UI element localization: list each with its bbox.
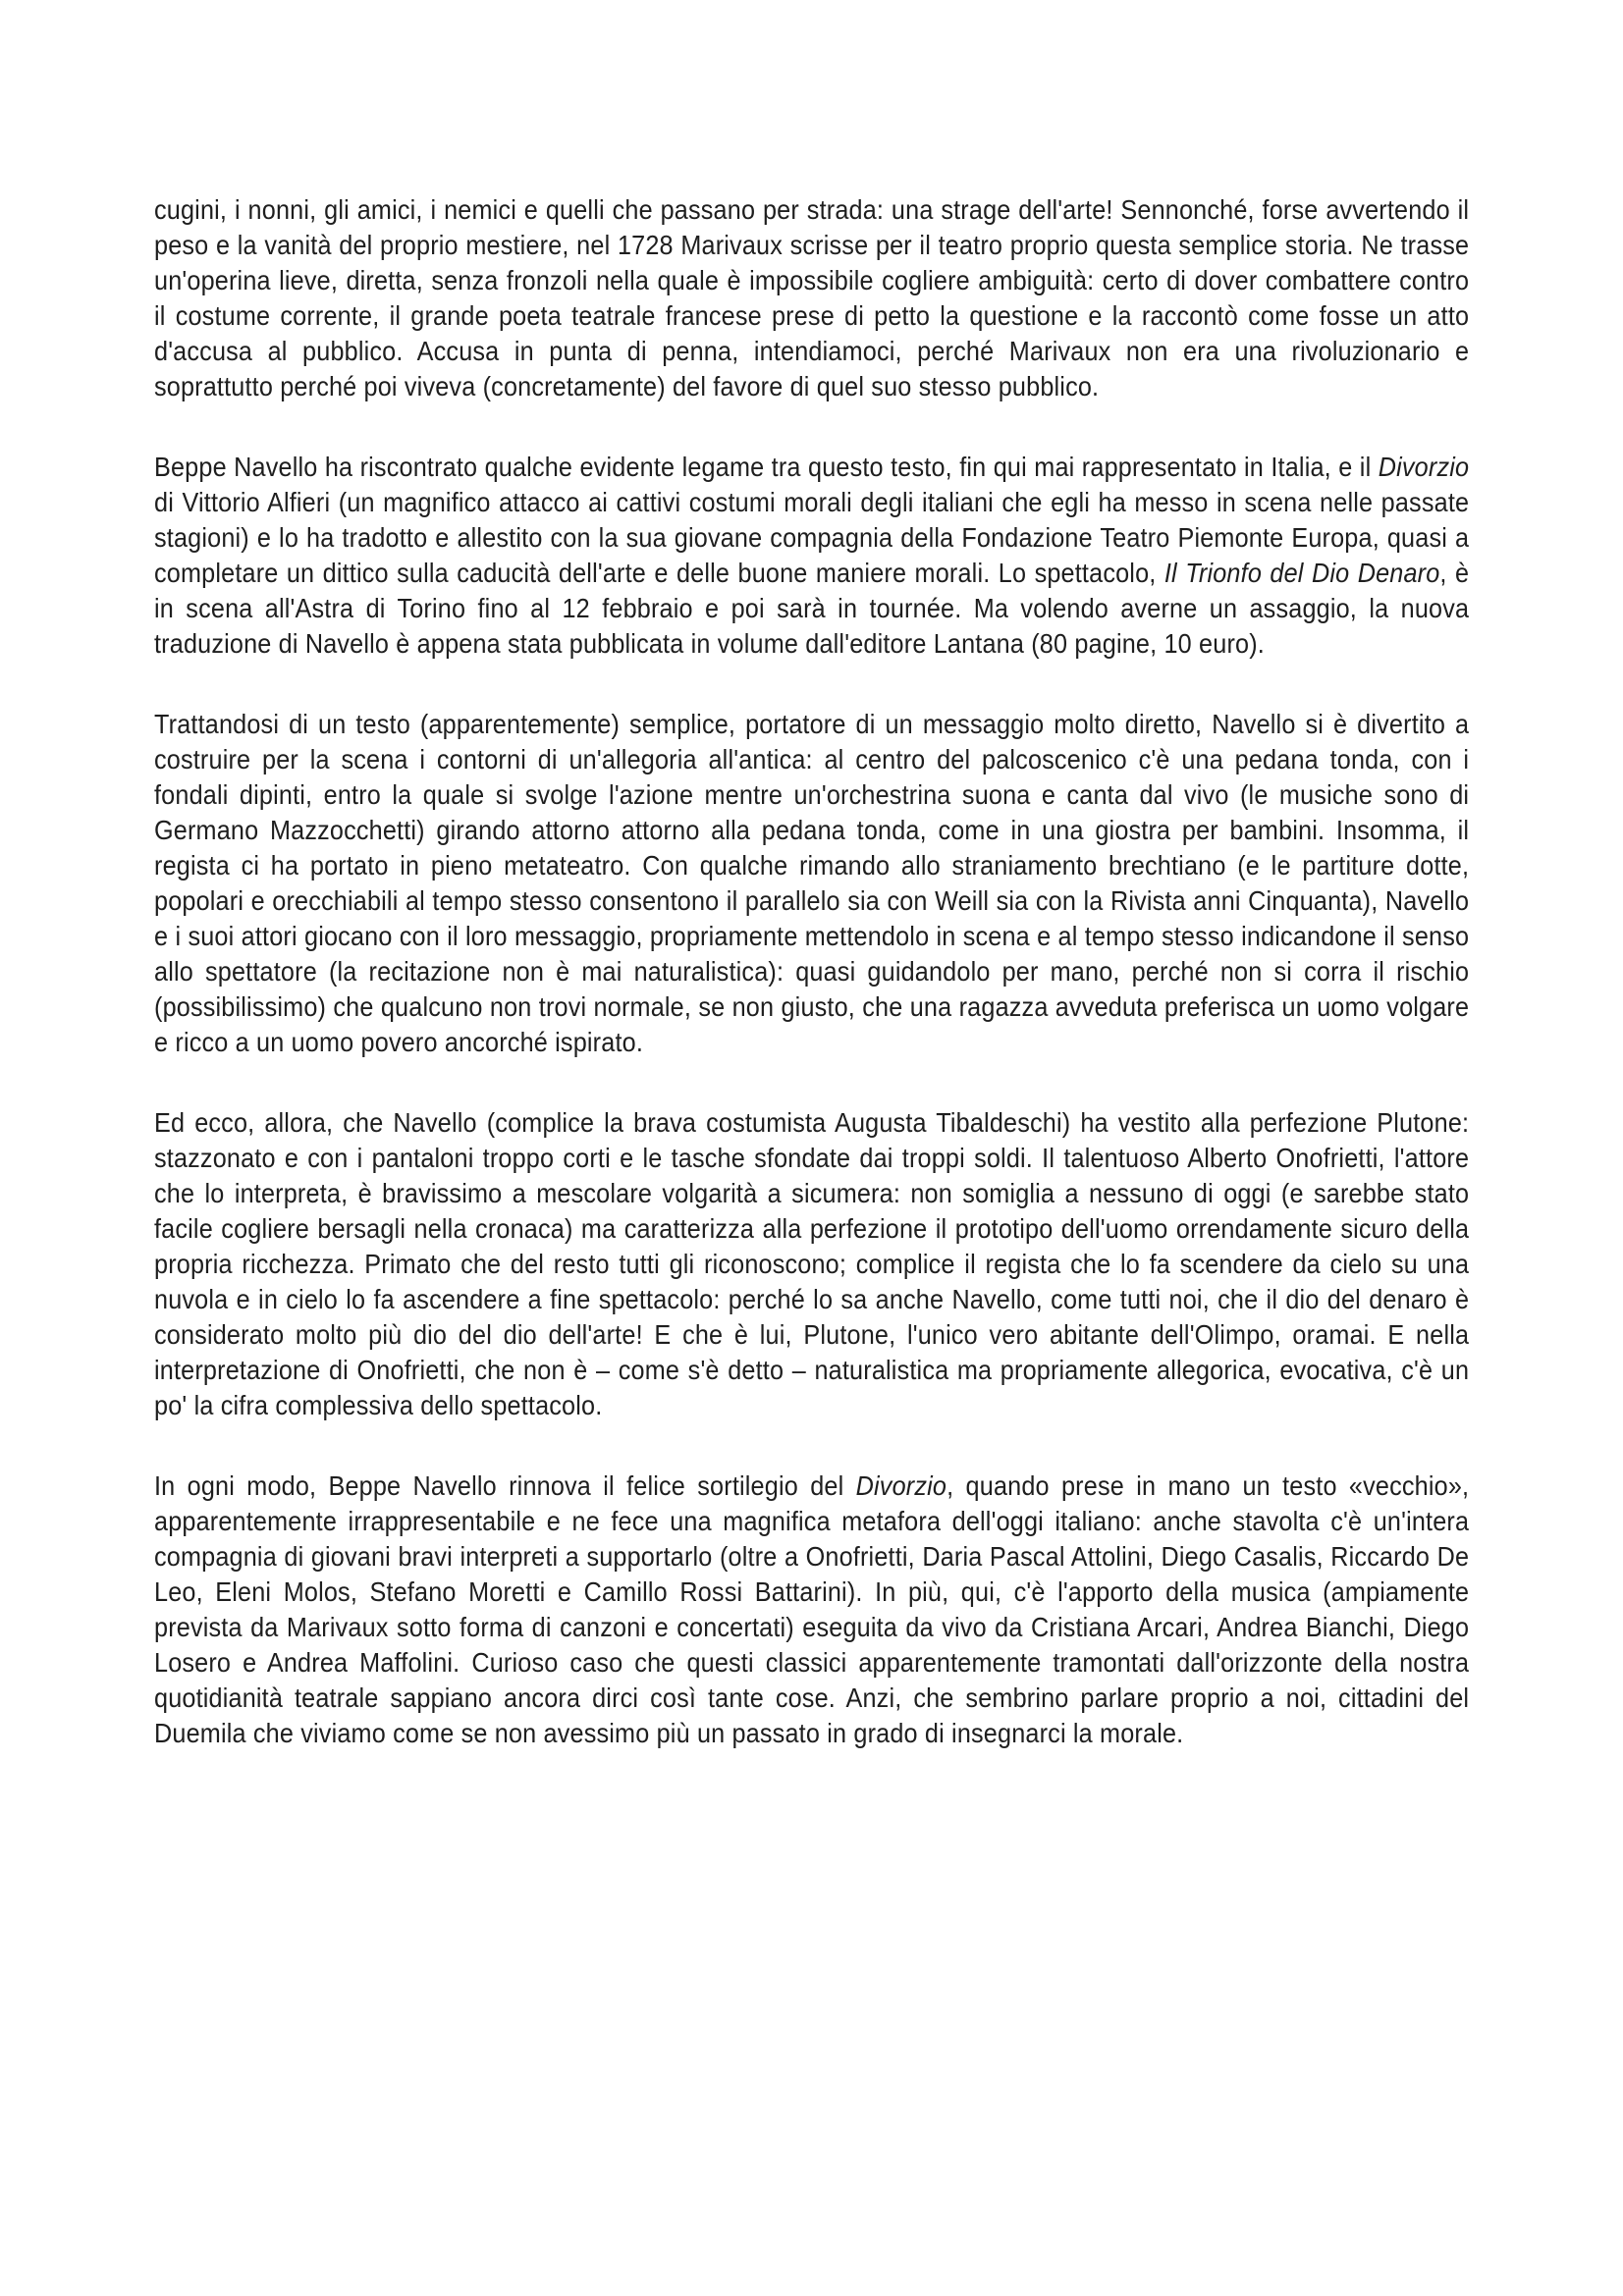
paragraph	[154, 192, 1469, 404]
paragraph	[154, 1468, 1469, 1751]
paragraph	[154, 450, 1469, 662]
paragraph	[154, 707, 1469, 1060]
article-body	[154, 192, 1469, 1751]
text-segment: cugini, i nonni, gli amici, i nemici e quelli che passano per strada: una strage dell'arte! Sennonché, forse avvertendo il peso e la vanità del proprio mestiere, nel 1728 Marivaux scrisse per il teatro proprio questa semplice storia. Ne trasse un'operina lieve, diretta, senza fronzoli nella quale è impossibile cogliere ambiguità: certo di dover combattere contro il costume corrente, il grande poeta teatrale francese prese di petto la questione e la raccontò come fosse un atto d'accusa al pubblico. Accusa in punta di penna, intendiamoci, perché Marivaux non era una rivoluzionario e soprattutto perché poi viveva (concretamente) del favore di quel suo stesso pubblico.	[154, 194, 1470, 401]
text-segment: In ogni modo, Beppe Navello rinnova il felice sortilegio del	[154, 1470, 856, 1501]
text-segment: Ed ecco, allora, che Navello (complice la brava costumista Augusta Tibaldeschi) ha vestito alla perfezione Plutone: stazzonato e con i pantaloni troppo corti e le tasche sfondate dai troppi soldi. Il talentuoso Alberto Onofrietti, l'attore che lo interpreta, è bravissimo a mescolare volgarità a sicumera: non somiglia a nessuno di oggi (e sarebbe stato facile cogliere bersagli nella cronaca) ma caratterizza alla perfezione il prototipo dell'uomo orrendamente sicuro della propria ricchezza. Primato che del resto tutti gli riconoscono; complice il regista che lo fa scendere da cielo su una nuvola e in cielo lo fa ascendere a fine spettacolo: perché lo sa anche Navello, come tutti noi, che il dio del denaro è considerato molto più dio del dio dell'arte! E che è lui, Plutone, l'unico vero abitante dell'Olimpo, oramai. E nella interpretazione di Onofrietti, che non è – come s'è detto – naturalistica ma propriamente allegorica, evocativa, c'è un po' la cifra complessiva dello spettacolo.	[154, 1107, 1470, 1420]
text-segment: , quando prese in mano un testo «vecchio», apparentemente irrappresentabile e ne fece una magnifica metafora dell'oggi italiano: anche stavolta c'è un'intera compagnia di giovani bravi interpreti a supportarlo (oltre a Onofrietti, Daria Pascal Attolini, Diego Casalis, Riccardo De Leo, Eleni Molos, Stefano Moretti e Camillo Rossi Battarini). In più, qui, c'è l'apporto della musica (ampiamente prevista da Marivaux sotto forma di canzoni e concertati) eseguita da vivo da Cristiana Arcari, Andrea Bianchi, Diego Losero e Andrea Maffolini. Curioso caso che questi classici apparentemente tramontati dall'orizzonte della nostra quotidianità teatrale sappiano ancora dirci così tante cose. Anzi, che sembrino parlare proprio a noi, cittadini del Duemila che viviamo come se non avessimo più un passato in grado di insegnarci la morale.	[154, 1470, 1470, 1748]
text-segment: Trattandosi di un testo (apparentemente) semplice, portatore di un messaggio molto diretto, Navello si è divertito a costruire per la scena i contorni di un'allegoria all'antica: al centro del palcoscenico c'è una pedana tonda, con i fondali dipinti, entro la quale si svolge l'azione mentre un'orchestrina suona e canta dal vivo (le musiche sono di Germano Mazzocchetti) girando attorno attorno alla pedana tonda, come in una giostra per bambini. Insomma, il regista ci ha portato in pieno metateatro. Con qualche rimando allo straniamento brechtiano (e le partiture dotte, popolari e orecchiabili al tempo stesso consentono il parallelo sia con Weill sia con la Rivista anni Cinquanta), Navello e i suoi attori giocano con il loro messaggio, propriamente mettendolo in scena e al tempo stesso indicandone il senso allo spettatore (la recitazione non è mai naturalistica): quasi guidandolo per mano, perché non si corra il rischio (possibilissimo) che qualcuno non trovi normale, se non giusto, che una ragazza avveduta preferisca un uomo volgare e ricco a un uomo povero ancorché ispirato.	[154, 709, 1470, 1057]
italic-text-segment: Divorzio	[855, 1470, 947, 1501]
text-segment: Beppe Navello ha riscontrato qualche evidente legame tra questo testo, fin qui mai rappresentato in Italia, e il	[154, 452, 1379, 482]
italic-text-segment: Il Trionfo del Dio Denaro	[1163, 558, 1440, 588]
italic-text-segment: Divorzio	[1378, 452, 1470, 482]
text-segment: , è in scena all'Astra di Torino fino al 12 febbraio e poi sarà in tournée. Ma volendo averne un assaggio, la nuova traduzione di Navello è appena stata pubblicata in volume dall'editore Lantana (80 pagine, 10 euro).	[154, 558, 1470, 659]
text-segment: di Vittorio Alfieri (un magnifico attacco ai cattivi costumi morali degli italiani che egli ha messo in scena nelle passate stagioni) e lo ha tradotto e allestito con la sua giovane compagnia della Fondazione Teatro Piemonte Europa, quasi a completare un dittico sulla caducità dell'arte e delle buone maniere morali. Lo spettacolo,	[154, 487, 1470, 588]
paragraph	[154, 1105, 1469, 1423]
